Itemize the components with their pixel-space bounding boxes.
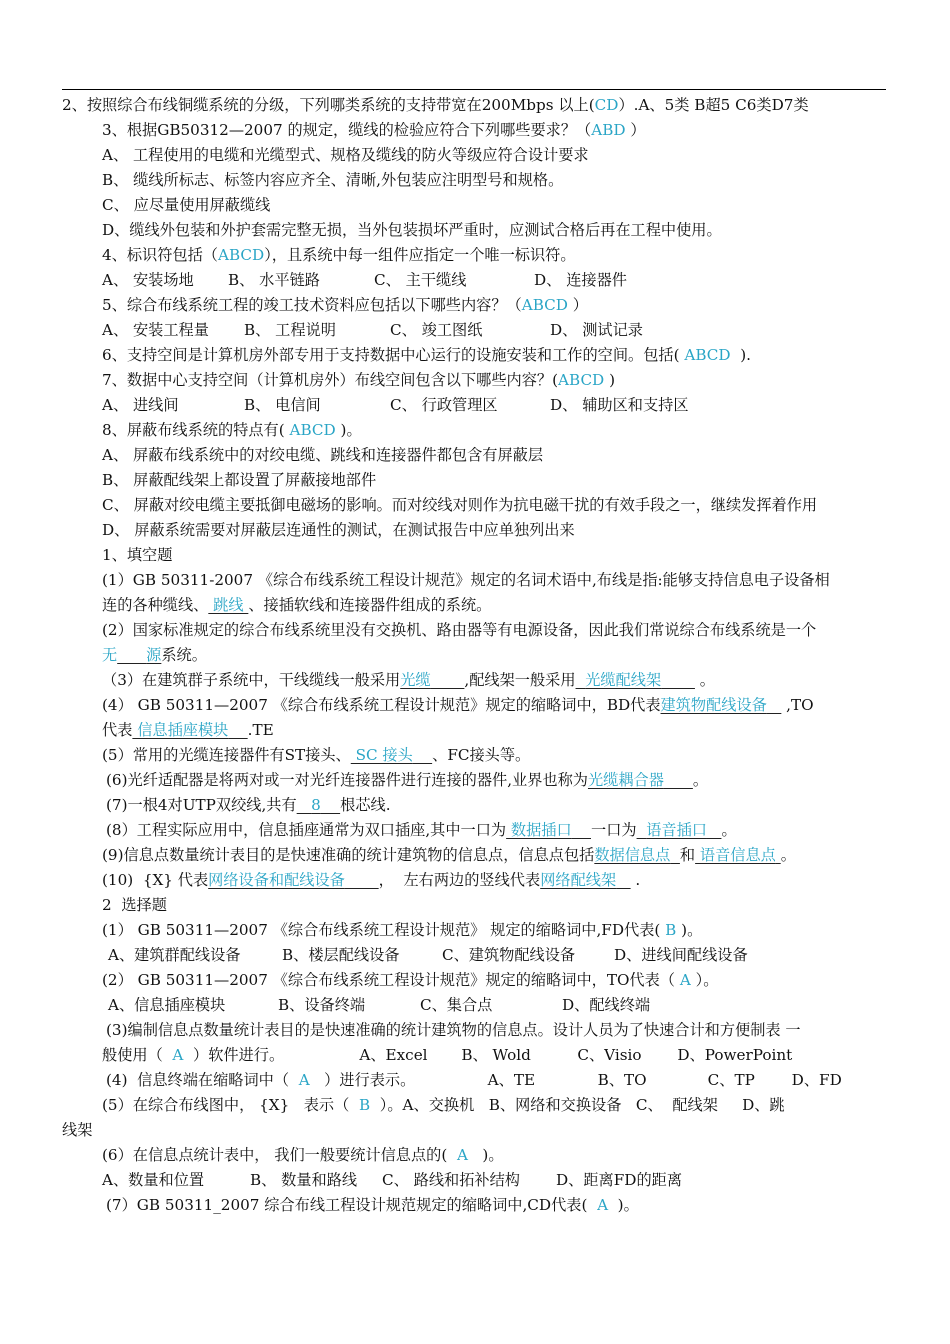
- text-segment: C、集合点: [420, 996, 493, 1014]
- answer-text: ABD: [591, 121, 626, 139]
- text-segment: (4) 信息终端在缩略词中（: [106, 1071, 299, 1089]
- text-segment: 和: [679, 846, 696, 864]
- blank-underline: [767, 696, 781, 714]
- text-segment: 、FC接头等。: [432, 746, 531, 764]
- text-segment: A、 工程使用的电缆和光缆型式、规格及缆线的防火等级应符合设计要求: [102, 146, 589, 164]
- text-segment: )。: [608, 1196, 639, 1214]
- text-segment: 2 选择题: [102, 896, 167, 914]
- blank-underline: [321, 796, 340, 814]
- text-segment: 5、综合布线系统工程的竣工技术资料应包括以下哪些内容？（: [102, 296, 522, 314]
- answer-text: 源: [146, 646, 162, 664]
- text-line: [102, 894, 167, 916]
- text-segment: 。: [694, 671, 715, 689]
- text-line: [102, 119, 646, 141]
- text-segment: C、建筑物配线设备: [442, 946, 576, 964]
- text-segment: (10) {X} 代表: [102, 871, 209, 889]
- answer-text: B: [665, 921, 677, 939]
- blank-underline: [297, 796, 311, 814]
- answer-text: 建筑物配线设备: [660, 696, 767, 714]
- text-segment: D、距离FD的距离: [556, 1171, 683, 1189]
- answer-text: 信息插座模块: [132, 721, 229, 739]
- text-segment: B、 缆线所标志、标签内容应齐全、清晰,外包装应注明型号和规格。: [102, 171, 564, 189]
- text-segment: D、进线间配线设备: [614, 946, 748, 964]
- answer-text: 跳线: [208, 596, 249, 614]
- answer-text: ABCD: [558, 371, 605, 389]
- text-segment: D、FD: [791, 1071, 842, 1089]
- text-segment: 3、根据GB50312—2007 的规定，缆线的检验应符合下列哪些要求？（: [102, 121, 592, 139]
- text-segment: 根芯线.: [340, 796, 391, 814]
- text-line: [102, 969, 718, 991]
- text-segment: ）进行表示。: [309, 1071, 416, 1089]
- text-line: [102, 469, 376, 491]
- text-segment: )。: [335, 421, 362, 439]
- answer-text: 数据插口: [506, 821, 572, 839]
- blank-underline: [345, 871, 379, 889]
- text-segment: A、 屏蔽布线系统中的对绞电缆、跳线和连接器件都包含有屏蔽层: [102, 446, 544, 464]
- text-segment: (5）常用的光缆连接器件有ST接头、: [102, 746, 351, 764]
- text-line: [102, 444, 543, 466]
- answer-text: B: [358, 1096, 371, 1114]
- text-segment: )。: [467, 1146, 504, 1164]
- blank-underline: [637, 821, 647, 839]
- text-line: [102, 544, 172, 566]
- text-segment: C、 应尽量使用屏蔽缆线: [102, 196, 271, 214]
- text-segment: B、 工程说明: [244, 321, 336, 339]
- text-line: [106, 1194, 639, 1216]
- text-line: [102, 144, 589, 166]
- text-segment: C、Visio: [577, 1046, 642, 1064]
- text-line: [102, 919, 702, 941]
- text-line: [102, 419, 362, 441]
- text-line: [106, 769, 708, 791]
- text-segment: 一口为: [591, 821, 637, 839]
- blank-underline: [117, 646, 146, 664]
- blank-underline: [413, 746, 432, 764]
- text-segment: .: [630, 871, 641, 889]
- text-line: [102, 869, 640, 891]
- text-segment: B、 数量和路线: [250, 1171, 358, 1189]
- text-segment: ）。A、交换机 B、网络和交换设备 C、 配线架 D、跳: [370, 1096, 785, 1114]
- text-line: [102, 844, 796, 866]
- text-segment: B、 水平链路: [228, 271, 320, 289]
- text-segment: ）.A、5类 B超5 C6类D7类: [618, 96, 809, 114]
- text-segment: D、PowerPoint: [677, 1046, 793, 1064]
- text-segment: B、TO: [597, 1071, 647, 1089]
- answer-text: 光缆: [400, 671, 431, 689]
- text-segment: C、 路线和拓补结构: [382, 1171, 520, 1189]
- text-segment: 般使用（: [102, 1046, 173, 1064]
- text-segment: 。: [692, 771, 709, 789]
- text-line: [102, 594, 491, 616]
- blank-underline: [228, 721, 247, 739]
- text-segment: (5）在综合布线图中， {X} 表示（: [102, 1096, 359, 1114]
- blank-underline: [572, 821, 591, 839]
- text-segment: 线架: [62, 1121, 93, 1139]
- text-segment: ）: [567, 296, 588, 314]
- blank-underline: [661, 671, 695, 689]
- text-line: [102, 319, 643, 341]
- text-segment: C、 竣工图纸: [390, 321, 483, 339]
- text-segment: D、配线终端: [562, 996, 651, 1014]
- text-line: [106, 1019, 801, 1041]
- text-line: [106, 819, 737, 841]
- text-segment: A、Excel: [359, 1046, 428, 1064]
- text-line: [102, 744, 530, 766]
- text-line: [108, 994, 650, 1016]
- text-segment: B、 电信间: [244, 396, 321, 414]
- answer-text: 光缆配线架: [585, 671, 662, 689]
- blank-underline: [707, 821, 721, 839]
- answer-text: 网络设备和配线设备: [208, 871, 345, 889]
- text-segment: A、建筑群配线设备: [108, 946, 241, 964]
- text-segment: ,配线架一般采用: [464, 671, 576, 689]
- text-segment: 连的各种缆线、: [102, 596, 209, 614]
- text-segment: D、 测试记录: [550, 321, 643, 339]
- blank-underline: [431, 671, 465, 689]
- text-segment: B、 屏蔽配线架上都设置了屏蔽接地部件: [102, 471, 377, 489]
- text-segment: (4） GB 50311—2007 《综合布线系统工程设计规范》规定的缩略词中，BD代表: [102, 696, 661, 714]
- answer-text: ABCD: [684, 346, 731, 364]
- answer-text: A: [597, 1196, 609, 1214]
- text-segment: 8、屏蔽布线系统的特点有(: [102, 421, 290, 439]
- text-line: [102, 169, 563, 191]
- text-segment: 、接插软线和连接器件组成的系统。: [248, 596, 492, 614]
- text-segment: C、TP: [707, 1071, 755, 1089]
- text-segment: (9)信息点数量统计表目的是快速准确的统计建筑物的信息点，信息点包括: [102, 846, 595, 864]
- answer-text: 无: [102, 646, 118, 664]
- text-segment: (1）GB 50311-2007 《综合布线系统工程设计规范》规定的名词术语中,布线是指:能够支持信息电子设备相: [102, 571, 830, 589]
- text-segment: 6、支持空间是计算机房外部专用于支持数据中心运行的设施安装和工作的空间。包括(: [102, 346, 685, 364]
- text-segment: ）: [625, 121, 646, 139]
- text-segment: D、 连接器件: [534, 271, 627, 289]
- text-segment: )。: [676, 921, 703, 939]
- text-line: [102, 1144, 504, 1166]
- text-segment: 4、标识符包括（: [102, 246, 218, 264]
- answer-text: 数据信息点: [594, 846, 671, 864]
- text-segment: ），且系统中每一组件应指定一个唯一标识符。: [264, 246, 576, 264]
- text-segment: A、 进线间: [102, 396, 179, 414]
- text-segment: B、设备终端: [278, 996, 366, 1014]
- text-segment: (6)光纤适配器是将两对或一对光纤连接器件进行连接的器件,业界也称为: [106, 771, 588, 789]
- text-segment: 代表: [102, 721, 133, 739]
- text-segment: (2）国家标准规定的综合布线系统里没有交换机、路由器等有电源设备，因此我们常说综合布线系统是一个: [102, 621, 817, 639]
- answer-text: A: [679, 971, 691, 989]
- text-segment: 2、按照综合布线铜缆系统的分级，下列哪类系统的支持带宽在200Mbps 以上(: [62, 96, 595, 114]
- text-segment: 。: [721, 821, 737, 839]
- answer-text: 8: [311, 796, 321, 814]
- answer-text: 语音插口: [646, 821, 707, 839]
- text-segment: ): [604, 371, 616, 389]
- answer-text: SC 接头: [350, 746, 413, 764]
- text-segment: ）软件进行。: [183, 1046, 285, 1064]
- text-segment: D、 屏蔽系统需要对屏蔽层连通性的测试，在测试报告中应单独列出来: [102, 521, 575, 539]
- answer-text: A: [456, 1146, 468, 1164]
- text-segment: D、 辅助区和支持区: [550, 396, 689, 414]
- answer-text: 语音信息点: [695, 846, 776, 864]
- text-line: [102, 194, 270, 216]
- text-line: [102, 244, 576, 266]
- text-segment: C、 行政管理区: [390, 396, 498, 414]
- answer-text: A: [298, 1071, 310, 1089]
- answer-text: ABCD: [217, 246, 265, 264]
- text-segment: ).: [730, 346, 751, 364]
- answer-text: 网络配线架: [540, 871, 617, 889]
- text-line: [102, 669, 715, 691]
- text-segment: A、信息插座模块: [108, 996, 226, 1014]
- text-segment: D、缆线外包装和外护套需完整无损，当外包装损坏严重时，应测试合格后再在工程中使用。: [102, 221, 722, 239]
- text-line: [102, 294, 588, 316]
- text-segment: (6）在信息点统计表中， 我们一般要统计信息点的(: [102, 1146, 457, 1164]
- blank-underline: [664, 771, 693, 789]
- text-segment: ， 左右两边的竖线代表: [378, 871, 541, 889]
- text-segment: ,TO: [781, 696, 814, 714]
- text-line: [102, 1094, 785, 1116]
- blank-underline: [616, 871, 630, 889]
- text-segment: (8）工程实际应用中，信息插座通常为双口插座,其中一口为: [106, 821, 507, 839]
- text-segment: 7、数据中心支持空间（计算机房外）布线空间包含以下哪些内容？(: [102, 371, 559, 389]
- text-segment: C、 屏蔽对绞电缆主要抵御电磁场的影响。而对绞线对则作为抗电磁干扰的有效手段之一，继续发挥着作用: [102, 496, 818, 514]
- text-segment: 系统。: [161, 646, 207, 664]
- text-segment: C、 主干缆线: [374, 271, 467, 289]
- answer-text: ABCD: [289, 421, 336, 439]
- text-line: [108, 944, 748, 966]
- text-segment: (3)编制信息点数量统计表目的是快速准确的统计建筑物的信息点。设计人员为了快速合计和方便制表 一: [106, 1021, 801, 1039]
- text-segment: A、 安装工程量: [102, 321, 209, 339]
- text-line: [102, 519, 575, 541]
- text-segment: （3）在建筑群子系统中，干线缆线一般采用: [102, 671, 401, 689]
- text-segment: 。: [780, 846, 796, 864]
- text-segment: (7）GB 50311_2007 综合布线工程设计规范规定的缩略词中,CD代表(: [106, 1196, 598, 1214]
- text-segment: A、TE: [487, 1071, 536, 1089]
- text-segment: 1、填空题: [102, 546, 173, 564]
- text-line: [102, 619, 816, 641]
- answer-text: ABCD: [521, 296, 568, 314]
- text-segment: B、楼层配线设备: [282, 946, 400, 964]
- answer-text: 光缆耦合器: [587, 771, 664, 789]
- text-line: [102, 644, 207, 666]
- text-line: [102, 219, 722, 241]
- text-line: [102, 394, 689, 416]
- text-line: [106, 794, 391, 816]
- text-segment: A、数量和位置: [102, 1171, 205, 1189]
- text-line: [102, 369, 615, 391]
- text-segment: A、 安装场地: [102, 271, 194, 289]
- answer-text: CD: [594, 96, 619, 114]
- text-segment: B、 Wold: [461, 1046, 531, 1064]
- text-segment: (1） GB 50311—2007 《综合布线系统工程设计规范》 规定的缩略词中,FD代表(: [102, 921, 666, 939]
- text-line: [102, 569, 830, 591]
- blank-underline: [576, 671, 586, 689]
- text-line: [102, 694, 814, 716]
- header-rule: [62, 89, 886, 90]
- text-segment: .TE: [247, 721, 274, 739]
- text-line: [106, 1069, 842, 1091]
- blank-underline: [670, 846, 680, 864]
- text-line: [102, 494, 817, 516]
- text-segment: (7)一根4对UTP双绞线,共有: [106, 796, 297, 814]
- text-line: [62, 1119, 92, 1141]
- text-line: [102, 719, 274, 741]
- text-segment: ）。: [690, 971, 719, 989]
- text-segment: (2） GB 50311—2007 《综合布线系统工程设计规范》规定的缩略词中，TO代表（: [102, 971, 680, 989]
- text-line: [102, 269, 627, 291]
- text-line: [102, 1044, 792, 1066]
- text-line: [62, 94, 809, 116]
- text-line: [102, 344, 751, 366]
- text-line: [102, 1169, 682, 1191]
- answer-text: A: [172, 1046, 184, 1064]
